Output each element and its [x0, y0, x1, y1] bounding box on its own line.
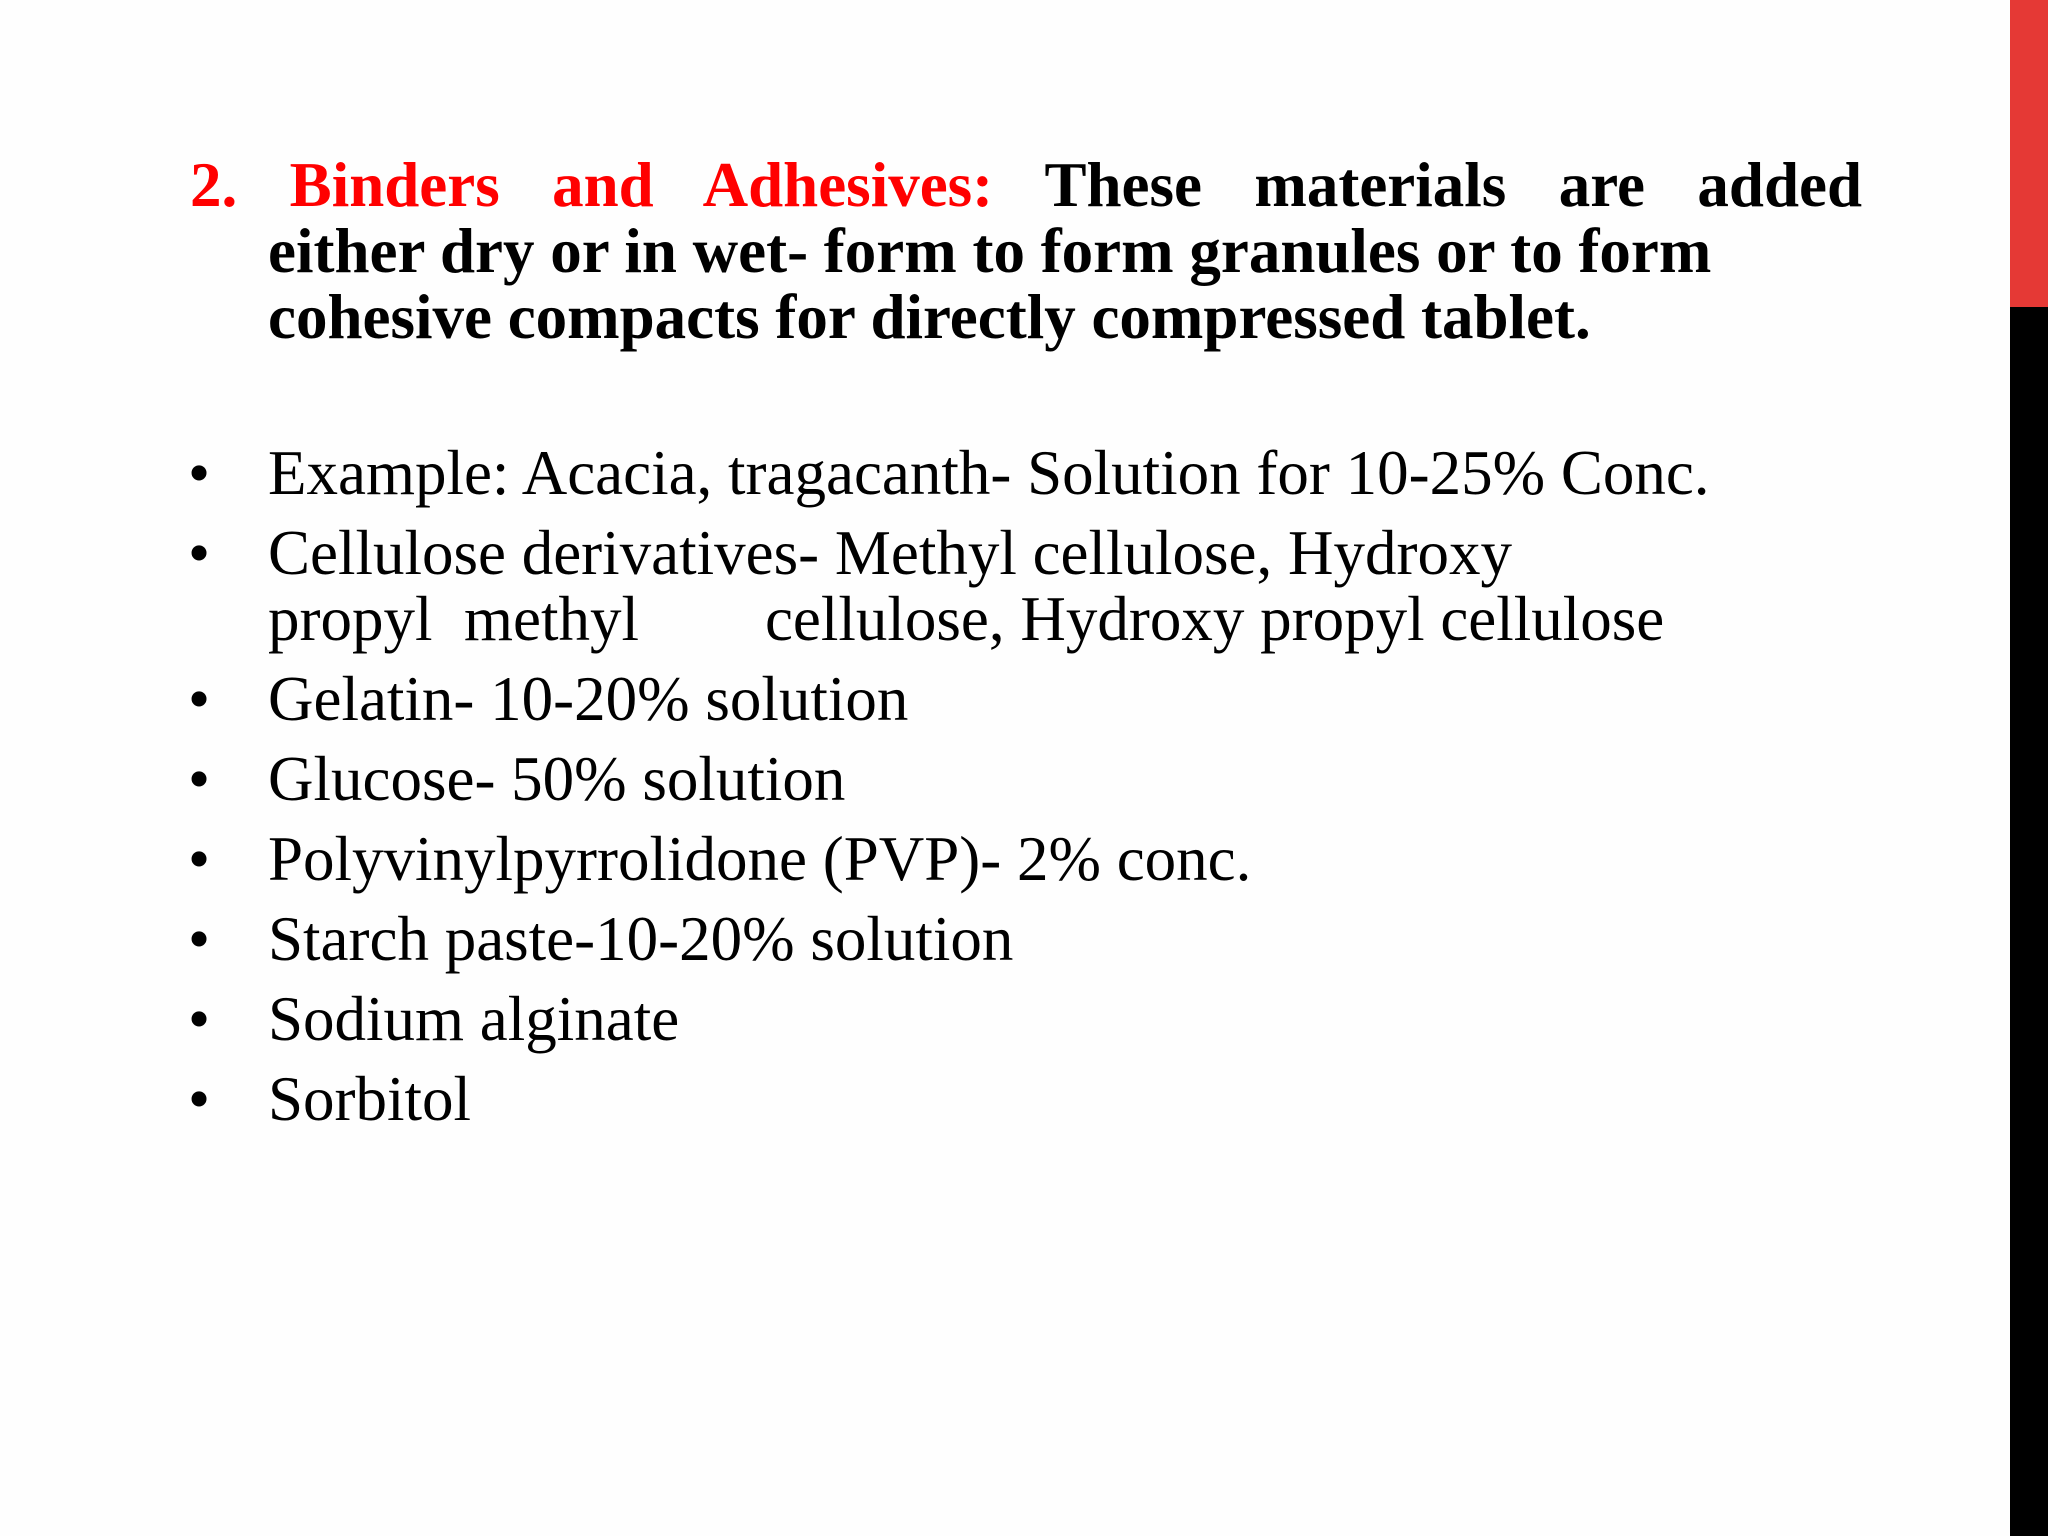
list-item: [0, 986, 2000, 1052]
list-item: [0, 666, 2000, 732]
list-item-text: Polyvinylpyrrolidone (PVP)- 2% conc.: [268, 824, 1252, 894]
bullet-icon: •: [188, 664, 211, 734]
list-item: [0, 826, 2000, 892]
bullet-icon: •: [188, 438, 211, 508]
list-item-text: Cellulose derivatives- Methyl cellulose, Hydroxy: [268, 518, 1512, 588]
heading-line1-text: These materials are added: [1044, 150, 1862, 220]
heading-line-3: cohesive compacts for directly compressed tablet.: [268, 282, 1591, 352]
bullet-list: [0, 440, 2000, 1146]
heading-number: 2.: [190, 150, 238, 220]
list-item-text: Sorbitol: [268, 1064, 472, 1134]
list-item: [0, 746, 2000, 812]
list-item-text: Gelatin- 10-20% solution: [268, 664, 909, 734]
heading-paragraph: [190, 152, 1862, 350]
bullet-icon: •: [188, 1064, 211, 1134]
bullet-icon: •: [188, 984, 211, 1054]
heading-label: Binders and Adhesives:: [289, 150, 994, 220]
accent-bar-red: [2010, 0, 2048, 307]
list-item-text: propyl methyl cellulose, Hydroxy propyl cellulose: [268, 584, 1665, 654]
list-item: [0, 440, 2000, 506]
heading-line-1: [190, 152, 1862, 218]
list-item: [0, 906, 2000, 972]
heading-line-2: either dry or in wet- form to form granules or to form: [268, 216, 1712, 286]
bullet-icon: •: [188, 904, 211, 974]
list-item-text: Example: Acacia, tragacanth- Solution for 10-25% Conc.: [268, 438, 1710, 508]
list-item-text: Glucose- 50% solution: [268, 744, 846, 814]
bullet-icon: •: [188, 824, 211, 894]
bullet-icon: •: [188, 744, 211, 814]
list-item-text: Starch paste-10-20% solution: [268, 904, 1014, 974]
list-item: [0, 520, 2000, 652]
list-item-text: Sodium alginate: [268, 984, 680, 1054]
accent-bar-black: [2010, 307, 2048, 1536]
list-item: [0, 1066, 2000, 1132]
bullet-icon: •: [188, 518, 211, 588]
